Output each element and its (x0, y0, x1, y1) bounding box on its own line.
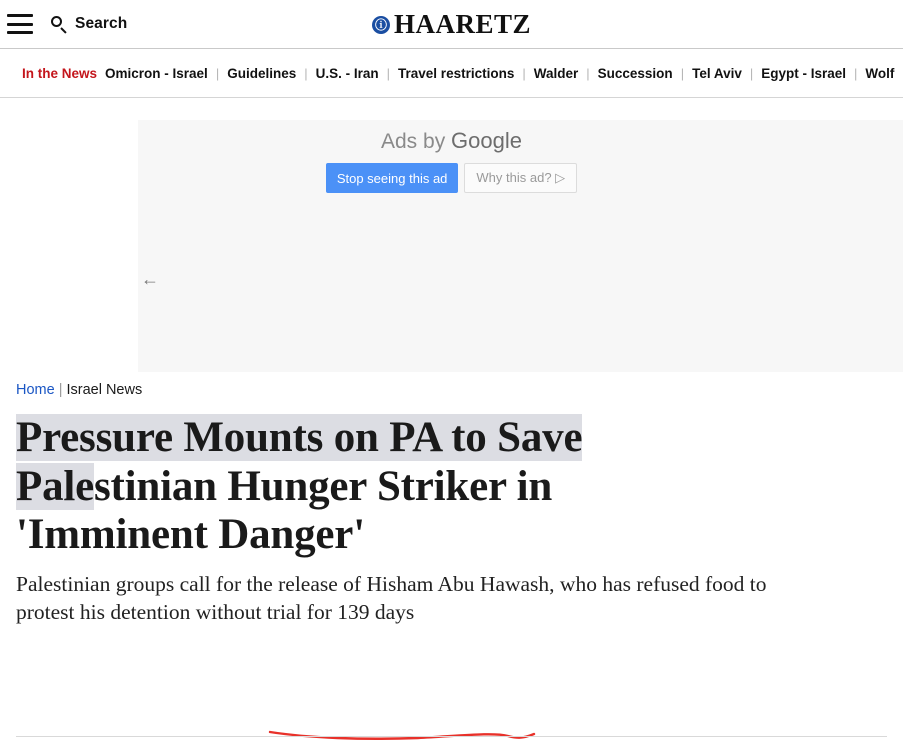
ads-by-prefix: Ads by (381, 130, 452, 153)
news-topic-link[interactable]: U.S. - Iran (315, 65, 379, 81)
brand-container (0, 9, 903, 40)
breadcrumb (16, 382, 887, 398)
advertisement-slot (0, 120, 903, 382)
breadcrumb-home-link[interactable]: Home (16, 382, 55, 398)
headline-line-1: Pressure Mounts on PA to Save (16, 414, 583, 461)
in-the-news-label: In the News (22, 65, 98, 81)
standfirst-line-2: refused food to protest his detention without trial for 139 days (16, 571, 767, 625)
hamburger-bar (7, 23, 33, 26)
news-topic-link[interactable]: Walder (533, 65, 579, 81)
hamburger-bar (7, 31, 33, 34)
news-separator: | (854, 65, 858, 81)
breadcrumb-separator: | (58, 382, 63, 398)
hamburger-menu-icon[interactable] (7, 14, 33, 34)
search-label: Search (75, 15, 128, 32)
search-button[interactable] (51, 15, 127, 33)
news-topic-link[interactable]: Travel restrictions (398, 65, 515, 81)
news-topic-link[interactable]: Wolf (865, 65, 895, 81)
news-separator: | (680, 65, 685, 81)
article-standfirst (16, 570, 806, 627)
ad-controls (0, 163, 903, 193)
hamburger-bar (7, 14, 33, 17)
news-separator: | (386, 65, 391, 81)
headline-line-2-highlighted: Pale (16, 462, 94, 510)
why-this-ad-button[interactable]: Why this ad? ▷ (464, 163, 577, 193)
site-name: HAARETZ (393, 9, 532, 39)
news-topic-link[interactable]: Guidelines (227, 65, 297, 81)
haaretz-emblem-icon: ⓘ (372, 16, 390, 34)
in-the-news-bar (0, 49, 903, 98)
news-separator: | (522, 65, 526, 81)
site-logo[interactable] (372, 9, 531, 40)
news-topic-link[interactable]: Egypt - Israel (761, 65, 847, 81)
news-separator: | (586, 65, 590, 81)
headline-line-3: 'Imminent Danger' (16, 511, 365, 559)
google-wordmark: Google (451, 128, 522, 153)
back-arrow-icon[interactable]: ← (141, 269, 159, 289)
article-header (0, 382, 903, 627)
news-separator: | (215, 65, 220, 81)
news-topic-link[interactable]: Tel Aviv (692, 65, 742, 81)
news-topic-link[interactable]: Omicron - Israel (105, 65, 208, 81)
standfirst-line-1: Palestinian groups call for the release of Hisham Abu Hawash, who has (16, 571, 631, 596)
page-title (16, 414, 696, 560)
stop-seeing-this-ad-button[interactable]: Stop seeing this ad (326, 163, 459, 193)
news-separator: | (749, 65, 754, 81)
ad-canvas[interactable] (138, 120, 903, 372)
site-header (0, 0, 903, 49)
ads-by-google-label (0, 128, 903, 154)
breadcrumb-section[interactable]: Israel News (66, 382, 143, 398)
search-icon (51, 16, 68, 33)
red-underline-annotation (268, 727, 536, 743)
news-topic-link[interactable]: Succession (597, 65, 673, 81)
headline-line-2-rest: stinian Hunger Striker in (94, 462, 553, 510)
news-separator: | (304, 65, 308, 81)
